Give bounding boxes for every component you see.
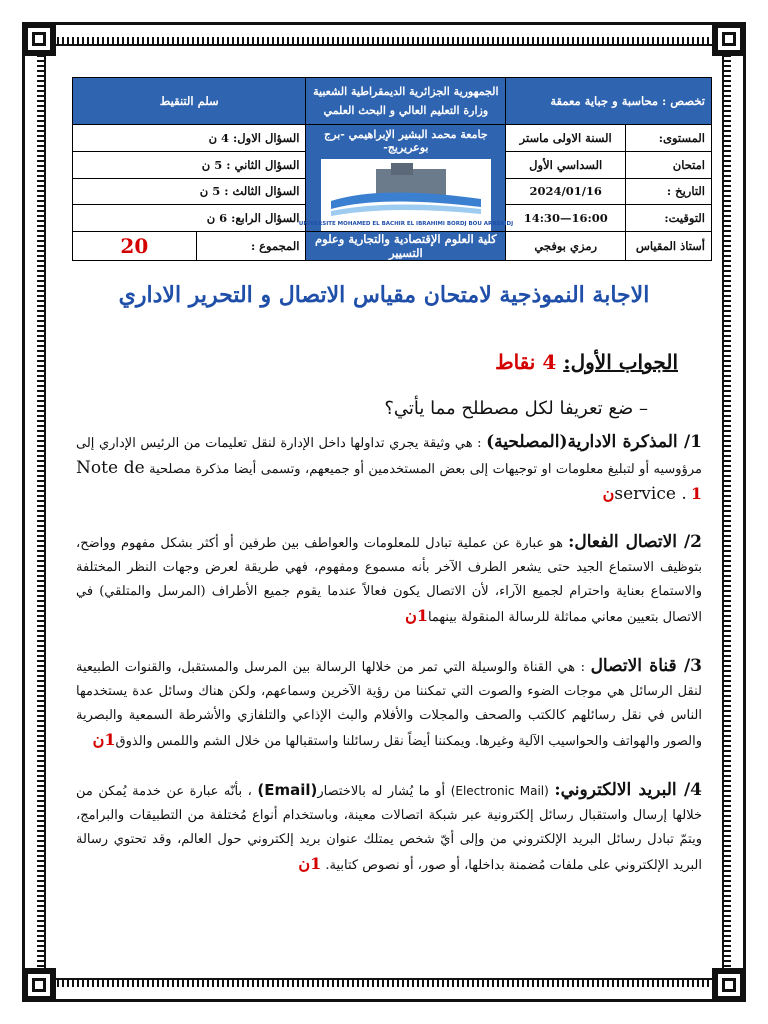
corner-ornament-bottom-right bbox=[712, 968, 746, 1002]
time-value: 16:00—14:30 bbox=[506, 205, 626, 232]
q1-points: السؤال الاول: 4 ن bbox=[73, 125, 306, 152]
page-title: الاجابة النموذجية لامتحان مقياس الاتصال و التحرير الاداري bbox=[118, 282, 650, 308]
specialty-cell: تخصص : محاسبة و جباية معمقة bbox=[506, 78, 712, 125]
q2-points: السؤال الثاني : 5 ن bbox=[73, 151, 306, 178]
item-3 bbox=[76, 654, 702, 754]
item-3-points: 1ن bbox=[92, 730, 116, 749]
logo-cell bbox=[298, 125, 513, 232]
date-label: التاريخ : bbox=[626, 178, 712, 205]
item-4-points: 1ن bbox=[298, 854, 322, 873]
level-value: السنة الاولى ماستر bbox=[506, 125, 626, 152]
answer-heading bbox=[495, 350, 678, 374]
item-1-latin: Note de service . bbox=[76, 458, 687, 504]
time-label: التوقيت: bbox=[626, 205, 712, 232]
exam-value: السداسي الأول bbox=[506, 151, 626, 178]
item-2 bbox=[76, 530, 702, 630]
item-4-body-2: ، بأنّه عبارة عن خدمة يُمكن من خلالها إرسال واستقبال رسائل إلكترونية عبر شبكة اتصالات معينة، وباستخدام أنواع مُختلفة من التطبيقات والبرامج، ويتمّ تبادل رسائل البريد الإلكتروني من وإلى أيّ شخص يمتلك عنوان بريد إلكتروني حول العالم، وقد تحتوي رسالة البريد الإلكتروني على ملفات مُضمنة بداخلها، أو صور، أو نصوص كتابية. bbox=[76, 784, 702, 873]
university-logo bbox=[298, 159, 513, 231]
item-1 bbox=[76, 430, 702, 508]
subquestion: – ضع تعريفا لكل مصطلح مما يأتي؟ bbox=[384, 398, 648, 419]
grading-scale-cell: سلم التنقيط bbox=[73, 78, 306, 125]
item-2-heading: 2/ الاتصال الفعال: bbox=[568, 532, 703, 552]
item-2-points: 1ن bbox=[405, 606, 428, 625]
faculty-cell: كلية العلوم الإقتصادية والتجارية وعلوم التسيير bbox=[306, 232, 506, 261]
republic-line: الجمهورية الجزائرية الديمقراطية الشعبية bbox=[313, 85, 499, 98]
item-3-body: : هي القناة والوسيلة التي تمر من خلالها الرسالة بين المرسل والمستقبل، والقنوات الطبيعية لنقل الرسائل هي موجات الضوء والصوت التي تمكننا من رؤية الآخرين وسماعهم، ولكن هناك وسائل عدة يستخدمها الناس في نقل رسائلهم كالكتب والصحف والمجلات والأفلام والبث الإذاعي والتلفازي والأشرطة السمعية والبصرية والصور والهواتف والحواسيب الآلية وغيرها. ويمكننا أيضاً نقل رسائلنا واستقبالها من خلال الشم واللمس والذوق bbox=[76, 660, 702, 749]
item-2-body: هو عبارة عن عملية تبادل للمعلومات والعواطف بين طرفين أو أكثر بشكل مفهوم وواضح، بتوظيف الاستماع الجيد حتى يشعر الطرف الآخر بأنه مسموع ومفهوم، فهي طريقة لعرض وجهات النظر المختلفة والاستماع بعناية واحترام لجميع الآراء، لأن الاتصال يكون فعالاً عندما يقوم جميع الأطراف (المرسل والمتلقي) في الاتصال بتعيين معاني مماثلة للرسالة المنقولة بينهما bbox=[76, 536, 702, 625]
professor-label: أستاذ المقياس bbox=[626, 232, 712, 261]
item-1-body: : هي وثيقة يجري تداولها داخل الإدارة لنقل تعليمات من الرئيس الإداري إلى مرؤوسيه أو لتبليغ معلومات او توجيهات إلى بعض المستخدمين أو جميعهم، وتسمى أيضا مذكرة مصلحية bbox=[76, 436, 702, 477]
answer-points: 4 نقاط bbox=[495, 350, 557, 374]
answer-label: الجواب الأول: bbox=[563, 350, 678, 374]
ministry-line: وزارة التعليم العالي و البحث العلمي bbox=[323, 104, 489, 117]
item-4 bbox=[76, 778, 702, 878]
exam-header-table bbox=[72, 77, 712, 261]
total-score: 20 bbox=[73, 232, 197, 261]
logo-caption: UNIVERSITE MOHAMED EL BACHIR EL IBRAHIMI BORDJ BOU ARRERIDJ bbox=[298, 221, 513, 227]
total-label: المجموع : bbox=[196, 232, 306, 261]
q4-points: السؤال الرابع: 6 ن bbox=[73, 205, 306, 232]
item-1-points: 1ن bbox=[602, 484, 702, 503]
item-4-latin-2: (Email) bbox=[257, 781, 318, 799]
item-1-heading: 1/ المذكرة الادارية(المصلحية) bbox=[486, 432, 702, 452]
item-4-latin-1: (Electronic Mail) bbox=[450, 784, 549, 798]
exam-label: امتحان bbox=[626, 151, 712, 178]
level-label: المستوى: bbox=[626, 125, 712, 152]
date-value: 2024/01/16 bbox=[506, 178, 626, 205]
university-line: جامعة محمد البشير الإبراهيمي -برج بوعريريج- bbox=[324, 128, 488, 154]
q3-points: السؤال الثالث : 5 ن bbox=[73, 178, 306, 205]
item-4-heading: 4/ البريد الالكتروني: bbox=[554, 780, 702, 800]
professor-value: رمزي بوفجي bbox=[506, 232, 626, 261]
item-4-body-1: أو ما يُشار له بالاختصار bbox=[317, 784, 451, 799]
institution-cell bbox=[306, 78, 506, 125]
corner-ornament-top-right bbox=[712, 22, 746, 56]
corner-ornament-bottom-left bbox=[22, 968, 56, 1002]
corner-ornament-top-left bbox=[22, 22, 56, 56]
item-3-heading: 3/ قناة الاتصال bbox=[590, 656, 703, 676]
